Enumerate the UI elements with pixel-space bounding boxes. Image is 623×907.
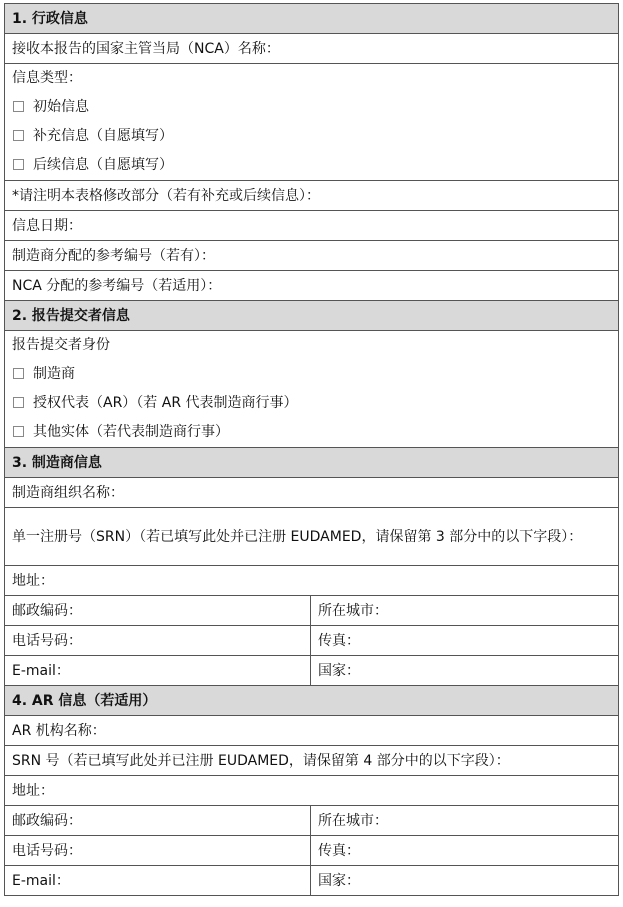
manufacturer-org-name-field[interactable]: 制造商组织名称：	[5, 478, 619, 508]
manufacturer-fax-field[interactable]: 传真：	[311, 626, 619, 656]
manufacturer-email-field[interactable]: E-mail：	[5, 656, 311, 686]
checkbox-icon[interactable]	[13, 101, 24, 112]
ar-email-field[interactable]: E-mail：	[5, 866, 311, 896]
manufacturer-phone-field[interactable]: 电话号码：	[5, 626, 311, 656]
checkbox-icon[interactable]	[13, 368, 24, 379]
manufacturer-ref-field[interactable]: 制造商分配的参考编号（若有）：	[5, 241, 619, 271]
checkbox-icon[interactable]	[13, 426, 24, 437]
info-type-option-initial[interactable]: 初始信息	[12, 93, 611, 122]
ar-phone-field[interactable]: 电话号码：	[5, 836, 311, 866]
section-4-title: 4. AR 信息（若适用）	[5, 686, 619, 716]
manufacturer-city-field[interactable]: 所在城市：	[311, 596, 619, 626]
info-type-group	[5, 64, 619, 181]
manufacturer-postcode-field[interactable]: 邮政编码：	[5, 596, 311, 626]
ar-fax-field[interactable]: 传真：	[311, 836, 619, 866]
section-2-title: 2. 报告提交者信息	[5, 301, 619, 331]
ar-srn-field[interactable]: SRN 号（若已填写此处并已注册 EUDAMED，请保留第 4 部分中的以下字段）：	[5, 746, 619, 776]
submitter-identity-label: 报告提交者身份	[12, 337, 110, 353]
info-type-label: 信息类型：	[12, 70, 82, 86]
info-date-field[interactable]: 信息日期：	[5, 211, 619, 241]
manufacturer-country-field[interactable]: 国家：	[311, 656, 619, 686]
nca-ref-field[interactable]: NCA 分配的参考编号（若适用）：	[5, 271, 619, 301]
nca-name-field[interactable]: 接收本报告的国家主管当局（NCA）名称：	[5, 34, 619, 64]
checkbox-icon[interactable]	[13, 397, 24, 408]
info-type-option-followup[interactable]: 后续信息（自愿填写）	[12, 151, 611, 180]
identity-option-ar[interactable]: 授权代表（AR）（若 AR 代表制造商行事）	[12, 389, 611, 418]
ar-org-name-field[interactable]: AR 机构名称：	[5, 716, 619, 746]
ar-city-field[interactable]: 所在城市：	[311, 806, 619, 836]
ar-country-field[interactable]: 国家：	[311, 866, 619, 896]
checkbox-icon[interactable]	[13, 159, 24, 170]
ar-address-field[interactable]: 地址：	[5, 776, 619, 806]
report-form	[4, 3, 619, 896]
manufacturer-address-field[interactable]: 地址：	[5, 566, 619, 596]
submitter-identity-group	[5, 331, 619, 448]
identity-option-manufacturer[interactable]: 制造商	[12, 360, 611, 389]
checkbox-icon[interactable]	[13, 130, 24, 141]
info-type-option-supplement[interactable]: 补充信息（自愿填写）	[12, 122, 611, 151]
modified-parts-field[interactable]: *请注明本表格修改部分（若有补充或后续信息）：	[5, 181, 619, 211]
ar-postcode-field[interactable]: 邮政编码：	[5, 806, 311, 836]
section-3-title: 3. 制造商信息	[5, 448, 619, 478]
manufacturer-srn-field[interactable]: 单一注册号（SRN）（若已填写此处并已注册 EUDAMED，请保留第 3 部分中的以下字段）：	[5, 508, 619, 566]
identity-option-other[interactable]: 其他实体（若代表制造商行事）	[12, 418, 611, 447]
section-1-title: 1. 行政信息	[5, 4, 619, 34]
